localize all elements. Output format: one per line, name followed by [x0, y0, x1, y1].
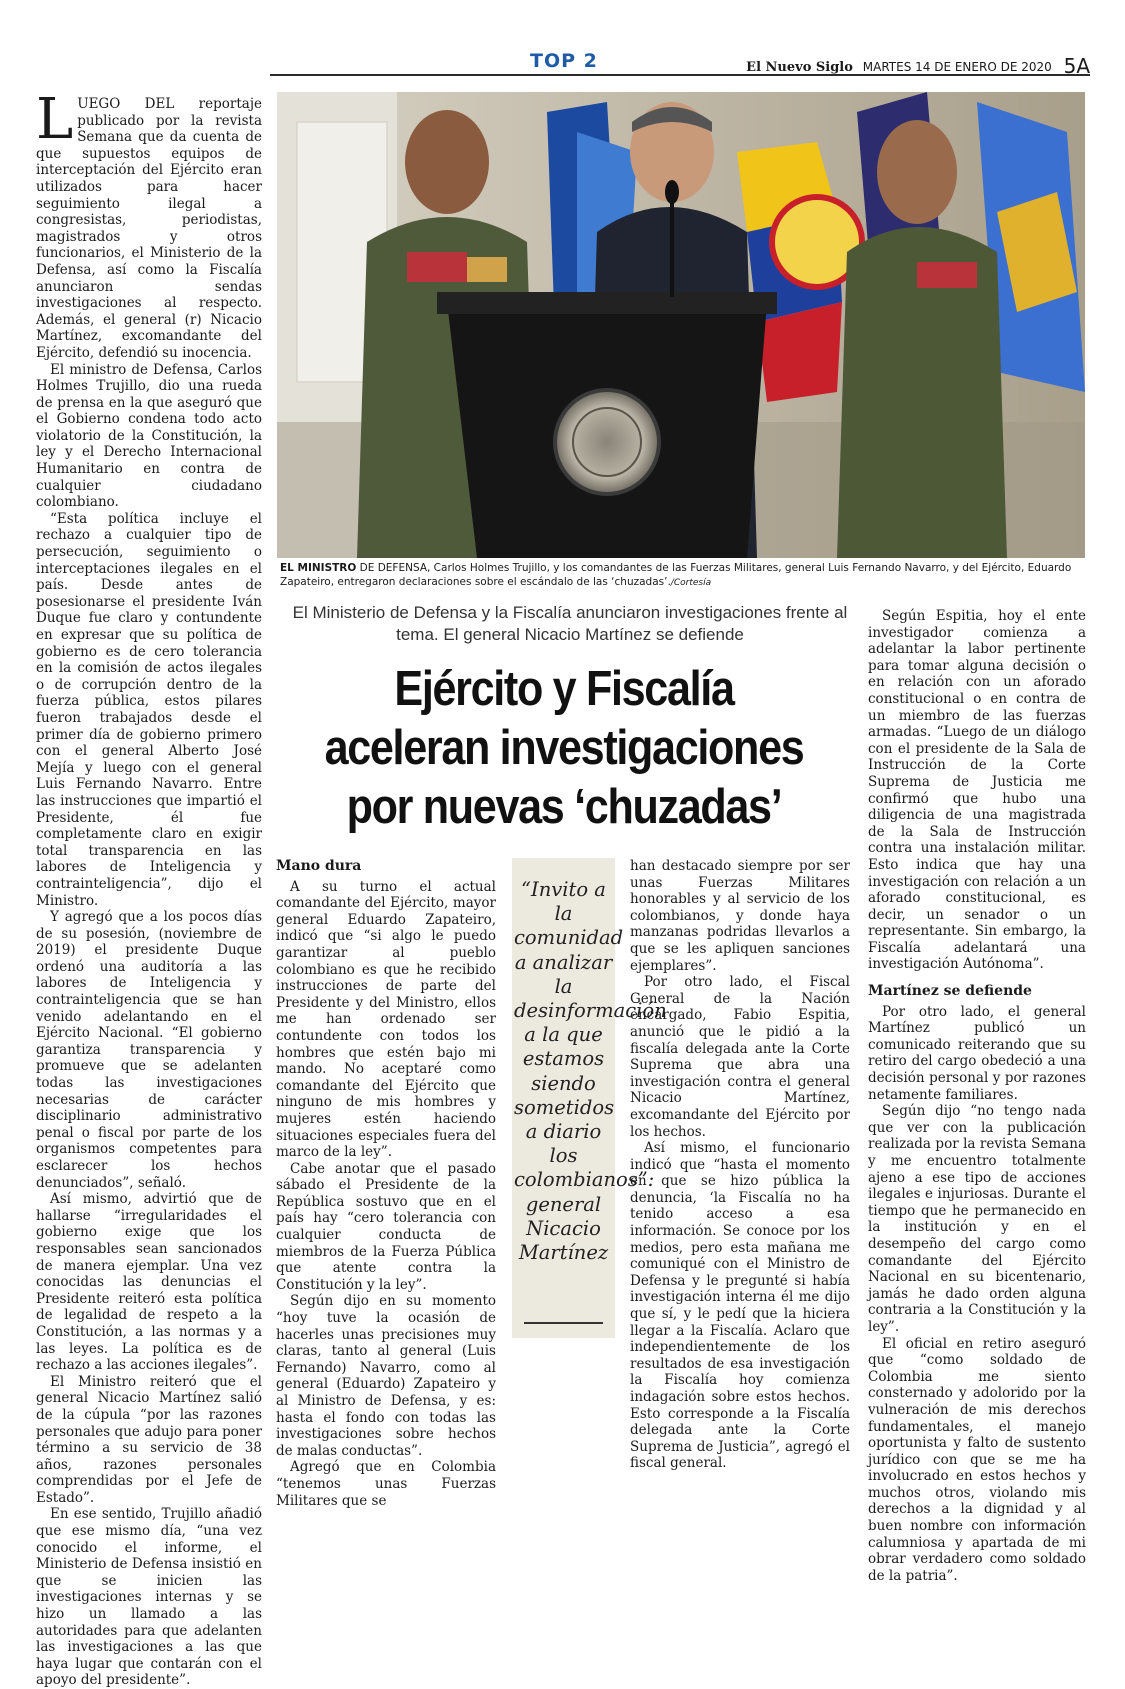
lead-paragraph: LUEGO DEL reportaje publicado por la revista Semana que da cuenta de que supuestos equipos de interceptación del Ejército eran utilizados para hacer seguimiento ilegal a congresistas, periodistas, magistrados y otros funcionarios, el Ministerio de la Defensa, así como la Fiscalía anunciaron sendas investigaciones al respecto. Además, el general (r) Nicacio Martínez, excomandante del Ejército, defendió su inocencia. — [36, 87, 262, 361]
paragraph: Y agregó que a los pocos días de su posesión, (noviembre de 2019) el presidente Duque ordenó una auditoría a las labores de Inteligencia y contrainteligencia que se han venido adelantando en el Ejército Nacional. “El gobierno garantiza transparencia y promueve que se adelanten todas las investigaciones necesarias de carácter disciplinario administrativo penal o fiscal por parte de los organismos competentes para esclarecer los hechos denunciados”, señaló. — [36, 909, 262, 1191]
caption-lead: EL MINISTRO — [280, 562, 357, 574]
section-tag: TOP 2 — [530, 50, 598, 72]
masthead — [746, 52, 1090, 76]
press-conference-photo — [277, 92, 1085, 558]
article-column-1 — [36, 87, 262, 1689]
subheading: Martínez se defiende — [868, 983, 1032, 1000]
pull-quote-text: “Invito a la comunidad a analizar la desinformación a la que estamos siendo sometidos a diario los colombianos”: general Nicacio Martínez — [514, 878, 667, 1265]
photo-illustration — [277, 92, 1085, 558]
article-deck: El Ministerio de Defensa y la Fiscalía anunciaron investigaciones frente al tema. El general Nicacio Martínez se defiende — [292, 603, 848, 644]
paragraph: Según Espitia, hoy el ente investigador comienza a adelantar la labor pertinente para tomar alguna decisión o en relación con un aforado constitucional o en contra de un miembro de las fuerzas armadas. “Luego de un diálogo con el presidente de la Sala de Instrucción de la Corte Suprema de Justicia me confirmó que hubo una diligencia de una magistrada de la Sala de Instrucción contra una instalación militar. Esto indica que hay una investigación con relación a un aforado constitucional, es decir, un senador o un representante. Sin embargo, la Fiscalía adelantará una investigación Autónoma”. — [868, 608, 1086, 973]
paragraph: Por otro lado, el Fiscal General de la Nación encargado, Fabio Espitia, anunció que le pidió a la fiscalía delegada ante la Corte Suprema que abra una investigación contra el general Nicacio Martínez, excomandante del Ejército por los hechos. — [630, 974, 850, 1140]
pull-quote — [512, 858, 667, 1338]
paragraph: Agregó que en Colombia “tenemos unas Fuerzas Militares que se — [276, 1459, 496, 1509]
page-number: 5A — [1063, 54, 1090, 78]
paragraph: han destacado siempre por ser unas Fuerzas Militares honorables y al servicio de los colombianos, y donde haya manzanas podridas llevarlos a que se les apliquen sanciones ejemplares”. — [630, 858, 850, 974]
caption-text: DE DEFENSA, Carlos Holmes Trujillo, y los comandantes de las Fuerzas Militares, general Luis Fernando Navarro, y del Ejército, Eduardo Zapateiro, entregaron declaraciones sobre el escándalo de las ‘chuzadas’. — [280, 562, 1072, 588]
article-column-5 — [868, 608, 1086, 1584]
caption-credit: /Cortesía — [670, 578, 712, 588]
issue-date: MARTES 14 DE ENERO DE 2020 — [862, 60, 1052, 74]
paragraph: Según dijo “no tengo nada que ver con la publicación realizada por la revista Semana y me encuentro totalmente ajeno a ese tipo de acciones ilegales e injuriosas. Durante el tiempo que he permanecido en la institución y en el desempeño del cargo como comandante del Ejército Nacional en su bicentenario, jamás he dado orden alguna contraria a la Constitución y la ley”. — [868, 1103, 1086, 1335]
paragraph: Según dijo en su momento “hoy tuve la ocasión de hacerles unas precisiones muy claras, tanto al general (Luis Fernando) Navarro, como al general (Eduardo) Zapateiro y al Ministro de Defensa, y es: hasta el fondo con todas las investigaciones sobre hechos de malas conductas”. — [276, 1293, 496, 1459]
article-column-4 — [630, 858, 850, 1472]
drop-cap: L — [36, 87, 74, 152]
pull-quote-rule — [524, 1322, 603, 1324]
paragraph: El oficial en retiro aseguró que “como soldado de Colombia me siento consternado y adolorido por la vulneración de mis derechos fundamentales, el manejo oportunista y falto de sustento jurídico con que se me ha involucrado en estos hechos y muchos otros, violando mis derechos a la dignidad y al buen nombre con información calumniosa y apartada de mi obrar verdadero como soldado de la patria”. — [868, 1335, 1086, 1584]
paragraph: Por otro lado, el general Martínez publicó un comunicado reiterando que su retiro del cargo obedeció a una decisión personal y por razones netamente familiares. — [868, 1003, 1086, 1103]
article-column-2 — [276, 858, 496, 1509]
paragraph: El Ministro reiteró que el general Nicacio Martínez salió de la cúpula “por las razones personales que adujo para poner término a su servicio de 38 años, razones personales comprendidas por el Jefe de Estado”. — [36, 1373, 262, 1506]
newspaper-name: El Nuevo Siglo — [746, 60, 853, 75]
paragraph: Así mismo, el funcionario indicó que “hasta el momento en que se hizo pública la denuncia, ‘la Fiscalía no ha tenido acceso a esa información. Se conoce por los medios, pero esta mañana me comuniqué con el Ministro de Defensa y le pregunté si había investigación interna él me dijo que sí, y le pedí que la hiciera llegar a la Fiscalía. Aclaro que independientemente de los resultados de esa investigación la Fiscalía hoy comienza indagación sobre estos hechos. Esto corresponde a la Fiscalía delegada ante la Corte Suprema de Justicia”, agregó el fiscal general. — [630, 1140, 850, 1472]
paragraph: Así mismo, advirtió que de hallarse “irregularidades el gobierno exige que los responsables sean sancionados de manera ejemplar. Una vez conocidas las denuncias el Presidente reiteró esta política de legalidad de respeto a la Constitución, a las normas y a las leyes. La política es de rechazo a las acciones ilegales”. — [36, 1191, 262, 1374]
page-header — [270, 48, 1090, 76]
photo-caption — [280, 561, 1080, 590]
paragraph: Cabe anotar que el pasado sábado el Presidente de la República sostuvo que en el país hay “cero tolerancia con cualquier conducta de miembros de la Fuerza Pública que atente contra la Constitución y la ley”. — [276, 1160, 496, 1293]
paragraph: El ministro de Defensa, Carlos Holmes Trujillo, dio una rueda de prensa en la que aseguró que el Gobierno condena todo acto violatorio de la Constitución, la ley y el Derecho Internacional Humanitario en contra de cualquier ciudadano colombiano. — [36, 361, 262, 511]
article-headline: Ejército y Fiscalía aceleran investigaciones por nuevas ‘chuzadas’ — [324, 662, 804, 834]
paragraph: “Esta política incluye el rechazo a cualquier tipo de persecución, seguimiento o interceptaciones ilegales en el país. Desde antes de posesionarse el presidente Iván Duque fue claro y contundente en expresar que su política de gobierno es de cero tolerancia en la comisión de actos ilegales o de corrupción dentro de la fuerza pública, estos pilares fueron trabajados desde el primer día de gobierno primero con el general Alberto José Mejía y luego con el general Luis Fernando Navarro. Entre las instrucciones que impartió el Presidente, él fue completamente claro en exigir total transparencia en las labores de Inteligencia y contrainteligencia”, dijo el Ministro. — [36, 510, 262, 909]
paragraph: A su turno el actual comandante del Ejército, mayor general Eduardo Zapateiro, indicó que “si algo le puedo garantizar al pueblo colombiano es que he recibido instrucciones de parte del Presidente y del Ministro, ellos me han ordenado ser contundente con todos los hombres que estén bajo mi mando. No aceptaré como comandante del Ejército que ninguno de mis hombres y mujeres estén haciendo situaciones especiales fuera del marco de la ley”. — [276, 878, 496, 1161]
paragraph: En ese sentido, Trujillo añadió que ese mismo día, “una vez conocido el informe, el Ministerio de Defensa insistió en que se inicien las investigaciones internas y se hizo un llamado a las autoridades para que adelanten las investigaciones a las que haya lugar que contarán con el apoyo del presidente”. — [36, 1506, 262, 1689]
subheading: Mano dura — [276, 858, 362, 874]
